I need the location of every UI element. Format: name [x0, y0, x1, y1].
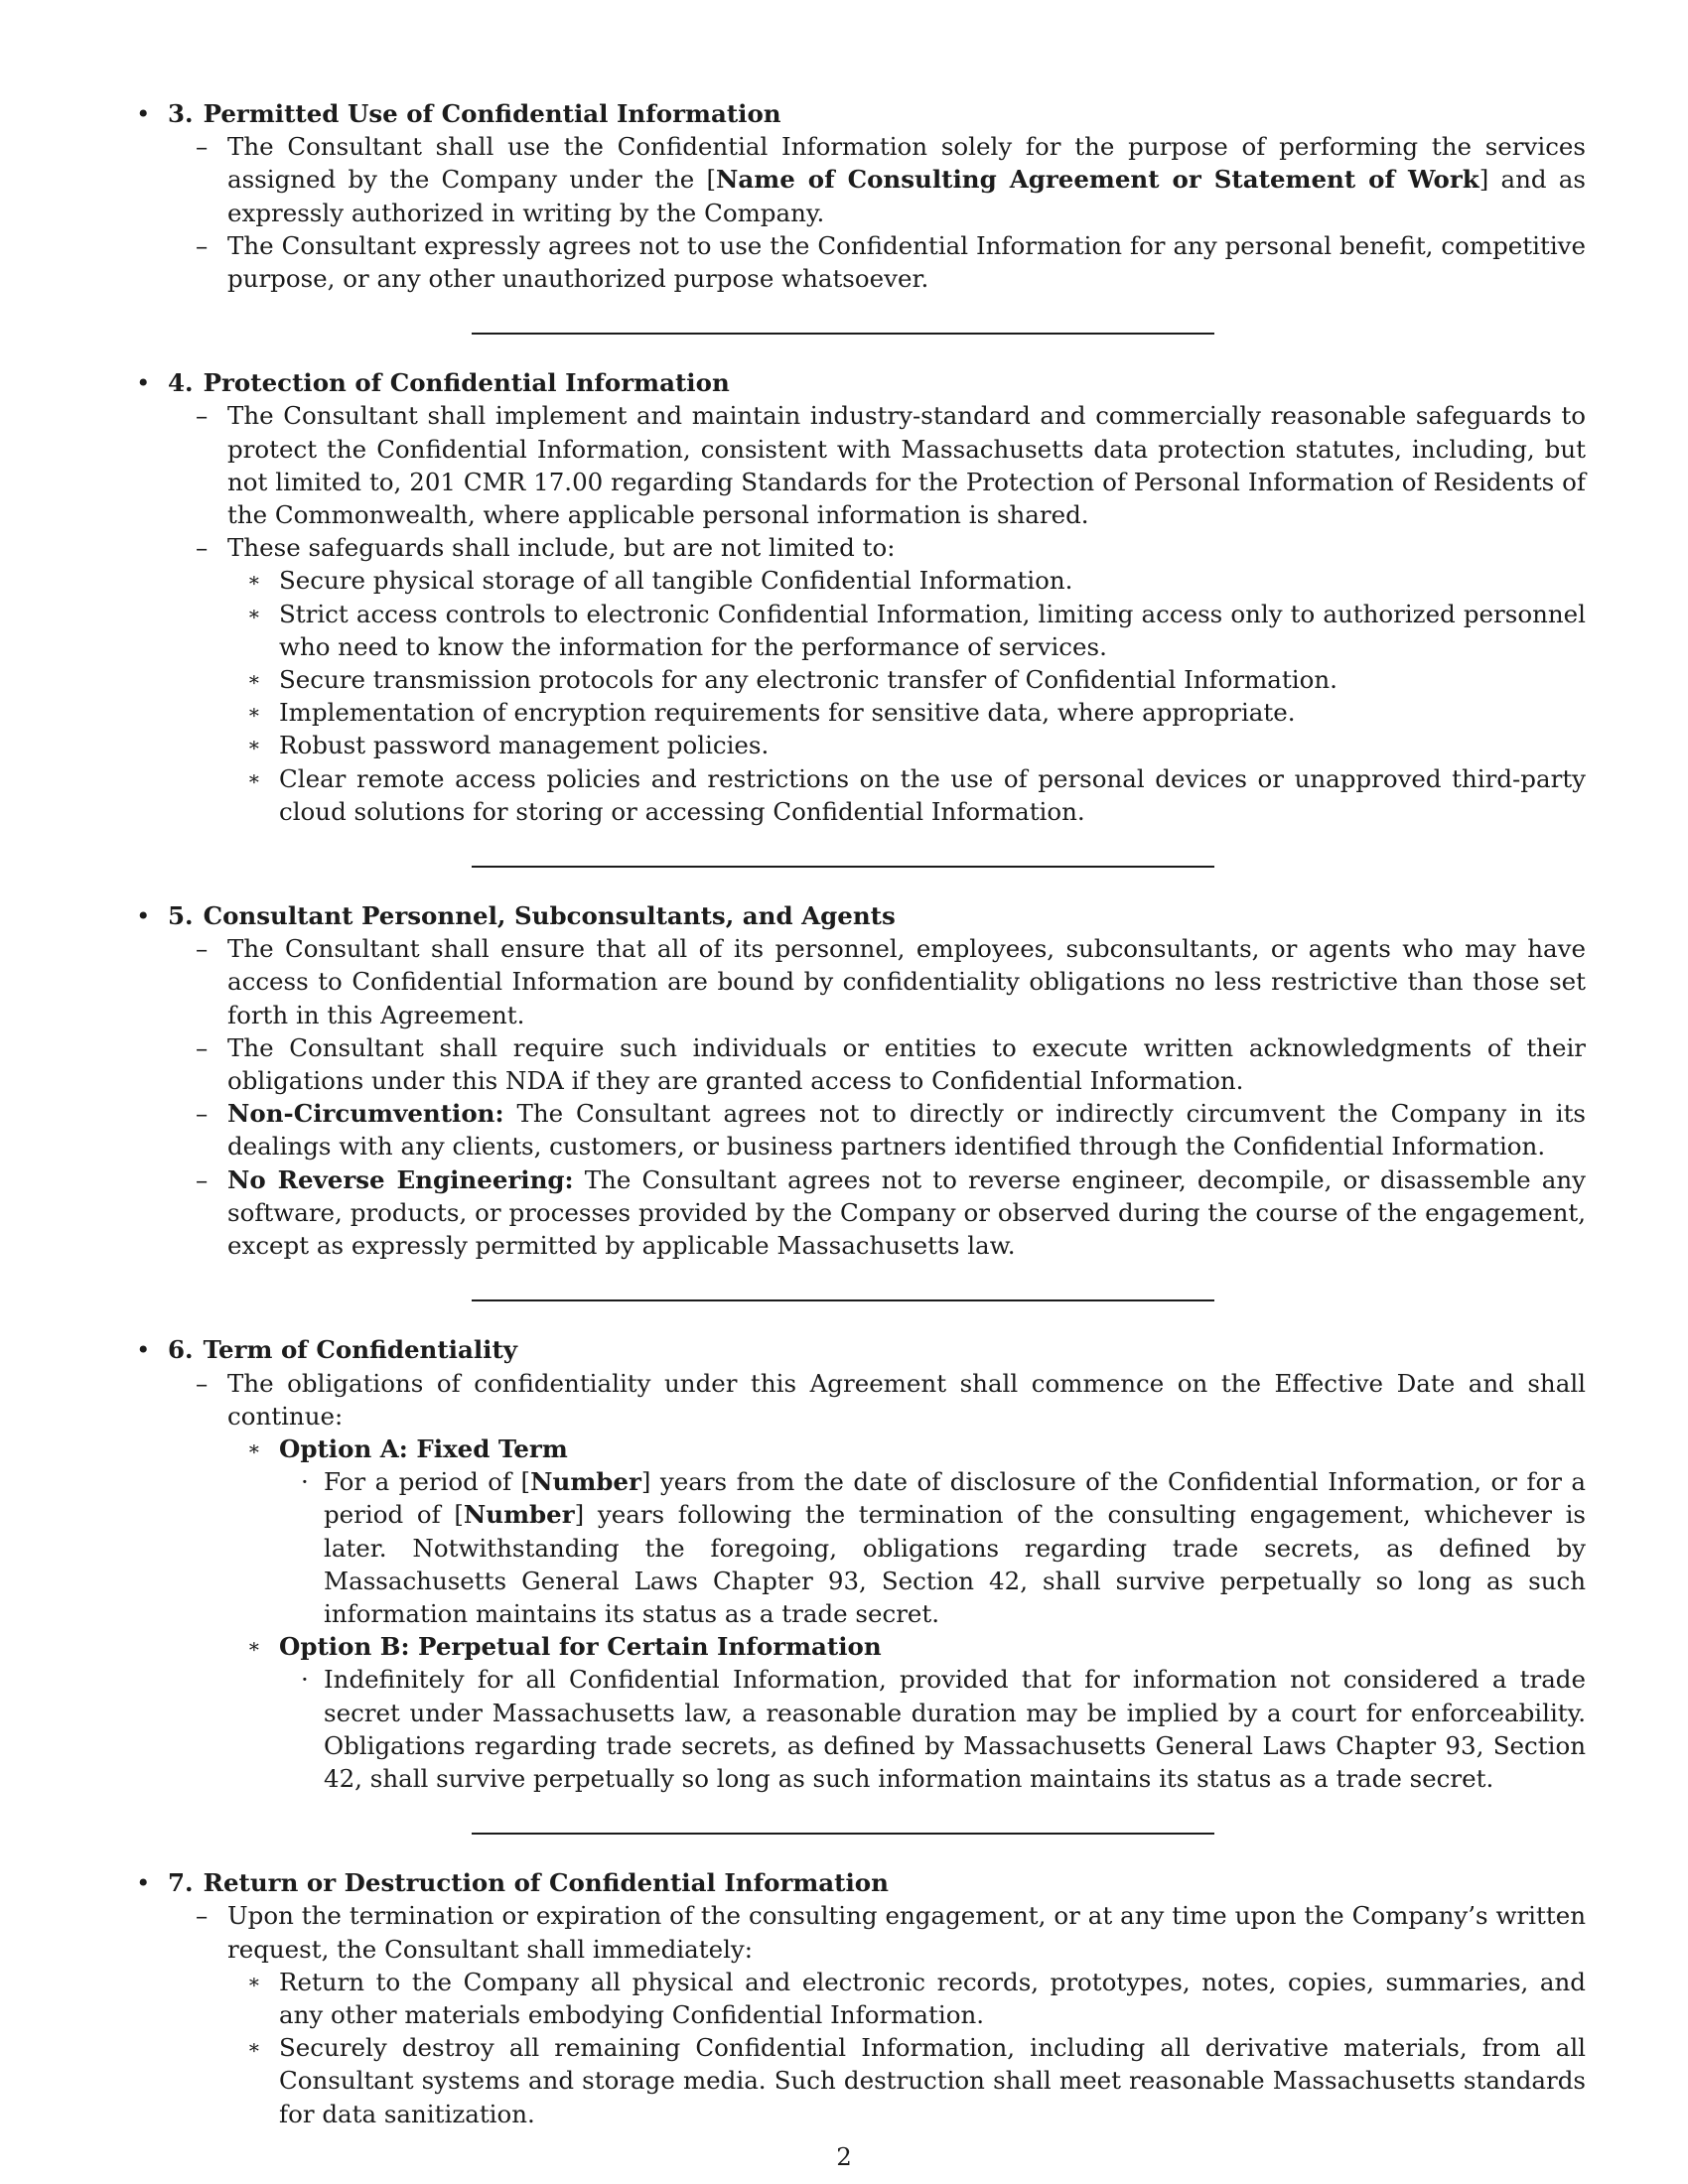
item-text: These safeguards shall include, but are not limited to:	[227, 533, 896, 563]
detail-text: For a period of [	[324, 1467, 531, 1497]
item-text: The Consultant shall ensure that all of its personnel, employees, subconsultants, or agents who may have access to Confidential Information are bound by confidentiality obligations no less restrictive than those set forth in this Agreement.	[227, 934, 1586, 1029]
star-marker: ∗	[247, 2035, 261, 2060]
list-item	[168, 399, 1586, 531]
option-title: Option A: Fixed Term	[279, 1433, 568, 1463]
section-items	[168, 1367, 1586, 1796]
item-text: The Consultant agrees not to reverse engineer, decompile, or disassemble any software, products, or processes provided by the Company or observed during the course of the engagement, except as expressly permitted by applicable Massachusetts law.	[227, 1164, 1586, 1261]
sub-item	[227, 762, 1586, 828]
sub-item	[227, 564, 1586, 597]
section-bullet: •	[136, 901, 151, 931]
section-items	[168, 1899, 1586, 2129]
dash-marker: –	[196, 533, 209, 563]
item-text: The Consultant agrees not to directly or indirectly circumvent the Company in its dealings with any clients, customers, or business partners identified through the Confidential Information.	[227, 1099, 1586, 1161]
section-divider	[472, 333, 1214, 335]
item-lead: No Reverse Engineering:	[227, 1164, 574, 1194]
page-number: 2	[836, 2142, 852, 2171]
sub-item	[227, 598, 1586, 663]
section-6	[136, 1333, 1586, 1795]
section-title: Term of Confidentiality	[203, 1335, 518, 1365]
section-title: Return or Destruction of Confidential Information	[203, 1868, 889, 1898]
star-marker: ∗	[247, 1634, 261, 1659]
option-detail	[279, 1663, 1586, 1795]
section-title: Protection of Confidential Information	[203, 368, 730, 398]
list-item	[168, 531, 1586, 828]
section-heading	[168, 97, 1586, 130]
section-5	[136, 899, 1586, 1262]
dot-marker: ·	[301, 1665, 309, 1695]
section-number: 4.	[168, 368, 194, 398]
detail-text: Indefinitely for all Confidential Information, provided that for information not considered a trade secret under Massachusetts law, a reasonable duration may be implied by a court for enforceability. Obligations regarding trade secrets, as defined by Massachusetts General Laws Chapter 93, Section 42, shall survive perpetually so long as such information maintains its status as a trade secret.	[324, 1665, 1586, 1793]
option-details	[279, 1465, 1586, 1630]
sub-item-text: Secure physical storage of all tangible Confidential Information.	[279, 566, 1073, 596]
list-item	[168, 1097, 1586, 1162]
option-item	[227, 1630, 1586, 1795]
item-text: The Consultant shall use the Confidential Information solely for the purpose of performing the services assigned by the Company under the [	[227, 132, 1586, 195]
dash-marker: –	[196, 401, 209, 431]
section-divider	[472, 866, 1214, 868]
document-body	[136, 97, 1586, 2130]
dash-marker: –	[196, 1368, 209, 1398]
dash-marker: –	[196, 1901, 209, 1931]
section-number: 6.	[168, 1335, 194, 1365]
dash-marker: –	[196, 230, 209, 260]
sub-item	[227, 663, 1586, 696]
section-bullet: •	[136, 368, 151, 398]
dash-marker: –	[196, 1032, 209, 1062]
list-item	[168, 1031, 1586, 1097]
section-number: 3.	[168, 99, 194, 128]
list-item	[168, 229, 1586, 295]
sub-item-text: Clear remote access policies and restrictions on the use of personal devices or unapproved third-party cloud solutions for storing or accessing Confidential Information.	[279, 763, 1586, 826]
section-title: Consultant Personnel, Subconsultants, and Agents	[203, 901, 896, 931]
dash-marker: –	[196, 1099, 209, 1129]
sub-item	[227, 1966, 1586, 2031]
star-marker: ∗	[247, 765, 261, 790]
sub-item-text: Implementation of encryption requirements for sensitive data, where appropriate.	[279, 698, 1296, 728]
option-title: Option B: Perpetual for Certain Information	[279, 1632, 882, 1662]
list-item	[168, 1367, 1586, 1796]
sub-item-text: Return to the Company all physical and electronic records, prototypes, notes, copies, summaries, and any other materials embodying Confidential Information.	[279, 1967, 1586, 2029]
section-4	[136, 366, 1586, 828]
star-marker: ∗	[247, 733, 261, 757]
section-divider	[472, 1833, 1214, 1835]
section-3	[136, 97, 1586, 295]
sub-item	[227, 696, 1586, 729]
section-items	[168, 130, 1586, 295]
section-bullet: •	[136, 1335, 151, 1365]
detail-placeholder: Number	[530, 1467, 641, 1497]
dot-marker: ·	[301, 1467, 309, 1497]
star-marker: ∗	[247, 601, 261, 625]
item-text: The obligations of confidentiality under this Agreement shall commence on the Effective Date and shall continue:	[227, 1368, 1586, 1431]
list-item	[168, 1163, 1586, 1263]
section-divider	[472, 1299, 1214, 1301]
option-item	[227, 1433, 1586, 1630]
detail-placeholder: Number	[463, 1500, 575, 1530]
dash-marker: –	[196, 132, 209, 162]
detail-text: ] years from the date of disclosure of the Confidential Information, or for a period of [	[324, 1467, 1586, 1530]
item-lead: Non-Circumvention:	[227, 1099, 504, 1129]
option-detail	[279, 1465, 1586, 1630]
section-title: Permitted Use of Confidential Information	[203, 99, 781, 128]
section-heading	[168, 366, 1586, 399]
list-item	[168, 130, 1586, 229]
section-bullet: •	[136, 99, 151, 128]
section-number: 5.	[168, 901, 194, 931]
item-text: ] and as expressly authorized in writing by the Company.	[227, 165, 1586, 227]
list-item	[168, 1899, 1586, 2129]
item-text: The Consultant shall require such individuals or entities to execute written acknowledgments of their obligations under this NDA if they are granted access to Confidential Information.	[227, 1032, 1586, 1096]
option-details	[279, 1663, 1586, 1795]
star-marker: ∗	[247, 667, 261, 692]
option-list	[227, 1433, 1586, 1795]
sub-list	[227, 1966, 1586, 2130]
sub-item-text: Strict access controls to electronic Confidential Information, limiting access only to authorized personnel who need to know the information for the performance of services.	[279, 599, 1586, 661]
section-items	[168, 932, 1586, 1262]
sub-list	[227, 564, 1586, 828]
section-7	[136, 1866, 1586, 2130]
sub-item	[227, 2031, 1586, 2130]
section-heading	[168, 899, 1586, 932]
detail-text: ] years following the termination of the consulting engagement, whichever is later. Notwithstanding the foregoing, obligations regarding trade secrets, as defined by Massachusetts General Laws Chapter 93, Section 42, shall survive perpetually so long as such information maintains its status as a trade secret.	[324, 1500, 1586, 1628]
star-marker: ∗	[247, 1435, 261, 1460]
sub-item-text: Robust password management policies.	[279, 731, 770, 760]
sub-item-text: Secure transmission protocols for any electronic transfer of Confidential Information.	[279, 665, 1337, 695]
section-items	[168, 399, 1586, 828]
item-text: The Consultant expressly agrees not to use the Confidential Information for any personal benefit, competitive purpose, or any other unauthorized purpose whatsoever.	[227, 230, 1586, 294]
star-marker: ∗	[247, 1969, 261, 1993]
star-marker: ∗	[247, 700, 261, 725]
section-bullet: •	[136, 1868, 151, 1898]
sub-item-text: Securely destroy all remaining Confidential Information, including all derivative materials, from all Consultant systems and storage media. Such destruction shall meet reasonable Massachusetts standards for data sanitization.	[279, 2033, 1586, 2128]
section-heading	[168, 1866, 1586, 1899]
item-text: Upon the termination or expiration of the consulting engagement, or at any time upon the Company’s written request, the Consultant shall immediately:	[227, 1901, 1586, 1964]
dash-marker: –	[196, 934, 209, 964]
item-placeholder: Name of Consulting Agreement or Statement of Work	[716, 165, 1479, 195]
section-heading	[168, 1333, 1586, 1366]
star-marker: ∗	[247, 568, 261, 593]
sub-item	[227, 729, 1586, 761]
dash-marker: –	[196, 1164, 209, 1194]
item-text: The Consultant shall implement and maintain industry-standard and commercially reasonable safeguards to protect the Confidential Information, consistent with Massachusetts data protection statutes, including, but not limited to, 201 CMR 17.00 regarding Standards for the Protection of Personal Information of Residents of the Commonwealth, where applicable personal information is shared.	[227, 401, 1586, 530]
list-item	[168, 932, 1586, 1031]
section-number: 7.	[168, 1868, 194, 1898]
